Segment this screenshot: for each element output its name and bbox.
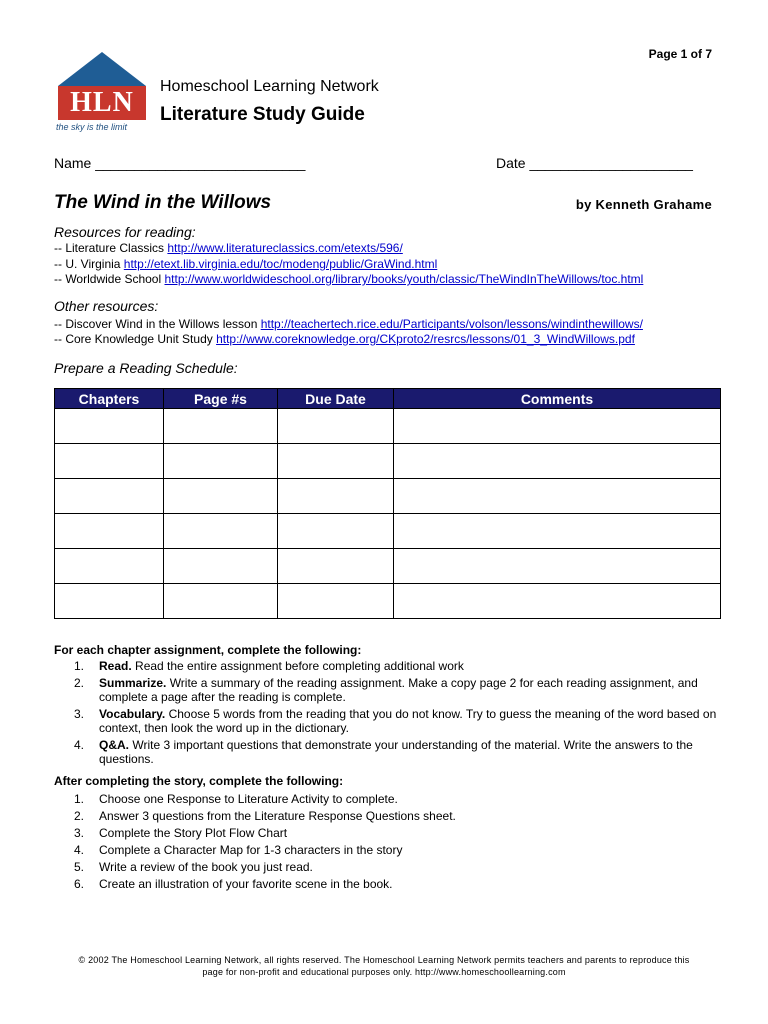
resource-link[interactable]: http://etext.lib.virginia.edu/toc/modeng/public/GraWind.html <box>123 257 438 271</box>
list-item <box>54 860 720 874</box>
comments-cell[interactable] <box>394 584 721 619</box>
hln-logo <box>54 52 150 134</box>
step-number: 3. <box>74 707 85 721</box>
table-row <box>55 479 721 514</box>
resource-link[interactable]: http://www.literatureclassics.com/etexts/596/ <box>167 241 403 255</box>
step-number: 5. <box>74 860 85 874</box>
resource-link[interactable]: http://teachertech.rice.edu/Participants/volson/lessons/windinthewillows/ <box>260 317 643 331</box>
book-author: by Kenneth Grahame <box>575 197 712 212</box>
due-date-cell[interactable] <box>278 444 394 479</box>
date-field: Date _____________________ <box>496 155 693 171</box>
comments-cell[interactable] <box>394 409 721 444</box>
footer-line: page for non-profit and educational purposes only. http://www.homeschoollearning.com <box>202 967 566 977</box>
resource-line <box>54 241 403 255</box>
step-title: Summarize. <box>99 676 167 690</box>
step-text: Create an illustration of your favorite scene in the book. <box>99 877 393 891</box>
column-header-due-date: Due Date <box>278 389 394 409</box>
list-item <box>54 809 720 823</box>
step-text: Complete the Story Plot Flow Chart <box>99 826 288 840</box>
table-body <box>55 409 721 619</box>
list-item <box>54 826 720 840</box>
pages-cell[interactable] <box>164 514 278 549</box>
pages-cell[interactable] <box>164 409 278 444</box>
story-instructions-heading: After completing the story, complete the following: <box>54 774 344 788</box>
chapters-cell[interactable] <box>55 549 164 584</box>
resource-label: -- U. Virginia <box>54 257 124 271</box>
comments-cell[interactable] <box>394 514 721 549</box>
comments-cell[interactable] <box>394 444 721 479</box>
resource-link[interactable]: http://www.coreknowledge.org/CKproto2/resrcs/lessons/01_3_WindWillows.pdf <box>216 332 635 346</box>
resource-label: -- Core Knowledge Unit Study <box>54 332 217 346</box>
due-date-cell[interactable] <box>278 409 394 444</box>
resource-line <box>54 332 635 346</box>
list-item <box>54 792 720 806</box>
step-text: Write 3 important questions that demonstrate your understanding of the material. Write the answers to the questions. <box>99 738 693 766</box>
step-number: 4. <box>74 738 85 752</box>
resource-label: -- Discover Wind in the Willows lesson <box>54 317 261 331</box>
resource-line <box>54 317 643 331</box>
chapters-cell[interactable] <box>55 444 164 479</box>
footer-line: © 2002 The Homeschool Learning Network, all rights reserved. The Homeschool Learning Network permits teachers and parents to reproduce this <box>78 955 690 965</box>
pages-cell[interactable] <box>164 444 278 479</box>
chapters-cell[interactable] <box>55 409 164 444</box>
chapters-cell[interactable] <box>55 479 164 514</box>
due-date-cell[interactable] <box>278 514 394 549</box>
resource-line <box>54 272 643 286</box>
list-item <box>54 707 720 735</box>
list-item <box>54 843 720 857</box>
table-row <box>55 409 721 444</box>
step-text: Write a summary of the reading assignment. Make a copy page 2 for each reading assignment, and complete a page after the reading is complete. <box>99 676 698 704</box>
chapters-cell[interactable] <box>55 584 164 619</box>
resources-reading-heading: Resources for reading: <box>54 224 196 240</box>
resources-other-heading: Other resources: <box>54 298 159 314</box>
reading-schedule-table <box>54 388 721 619</box>
step-text: Complete a Character Map for 1-3 characters in the story <box>99 843 403 857</box>
resource-label: -- Worldwide School <box>54 272 165 286</box>
chapters-cell[interactable] <box>55 514 164 549</box>
schedule-heading: Prepare a Reading Schedule: <box>54 360 238 376</box>
due-date-cell[interactable] <box>278 479 394 514</box>
list-item <box>54 676 720 704</box>
logo-roof-shape <box>58 52 146 86</box>
list-item <box>54 659 720 673</box>
step-text: Choose 5 words from the reading that you do not know. Try to guess the meaning of the word based on context, then look the word up in the dictionary. <box>99 707 717 735</box>
due-date-cell[interactable] <box>278 584 394 619</box>
list-item <box>54 877 720 891</box>
logo-tagline: the sky is the limit <box>56 122 128 132</box>
pages-cell[interactable] <box>164 584 278 619</box>
resource-label: -- Literature Classics <box>54 241 168 255</box>
step-number: 2. <box>74 809 85 823</box>
name-field: Name ___________________________ <box>54 155 306 171</box>
guide-title: Literature Study Guide <box>160 104 365 125</box>
chapter-steps-list <box>54 659 720 769</box>
table-row <box>55 584 721 619</box>
copyright-footer <box>54 954 714 978</box>
step-number: 1. <box>74 792 85 806</box>
book-title: The Wind in the Willows <box>54 192 272 213</box>
org-name: Homeschool Learning Network <box>160 78 379 95</box>
step-number: 6. <box>74 877 85 891</box>
step-title: Read. <box>99 659 132 673</box>
step-number: 1. <box>74 659 85 673</box>
list-item <box>54 738 720 766</box>
chapter-instructions-heading: For each chapter assignment, complete the following: <box>54 643 362 657</box>
step-title: Q&A. <box>99 738 129 752</box>
step-title: Vocabulary. <box>99 707 166 721</box>
table-row <box>55 514 721 549</box>
resource-link[interactable]: http://www.worldwideschool.org/library/books/youth/classic/TheWindInTheWillows/toc.html <box>164 272 644 286</box>
table-row <box>55 444 721 479</box>
comments-cell[interactable] <box>394 549 721 584</box>
step-text: Read the entire assignment before completing additional work <box>131 659 464 673</box>
pages-cell[interactable] <box>164 479 278 514</box>
step-text: Choose one Response to Literature Activity to complete. <box>99 792 398 806</box>
resource-line <box>54 257 437 271</box>
due-date-cell[interactable] <box>278 549 394 584</box>
step-text: Answer 3 questions from the Literature Response Questions sheet. <box>99 809 456 823</box>
column-header-comments: Comments <box>394 389 721 409</box>
step-number: 4. <box>74 843 85 857</box>
table-row <box>55 549 721 584</box>
page-number: Page 1 of 7 <box>648 47 712 61</box>
table-header-row <box>55 389 721 409</box>
story-steps-list <box>54 792 720 894</box>
column-header-chapters: Chapters <box>55 389 164 409</box>
step-number: 2. <box>74 676 85 690</box>
step-number: 3. <box>74 826 85 840</box>
logo-letters: HLN <box>58 86 146 120</box>
comments-cell[interactable] <box>394 479 721 514</box>
pages-cell[interactable] <box>164 549 278 584</box>
column-header-pages: Page #s <box>164 389 278 409</box>
step-text: Write a review of the book you just read. <box>99 860 313 874</box>
